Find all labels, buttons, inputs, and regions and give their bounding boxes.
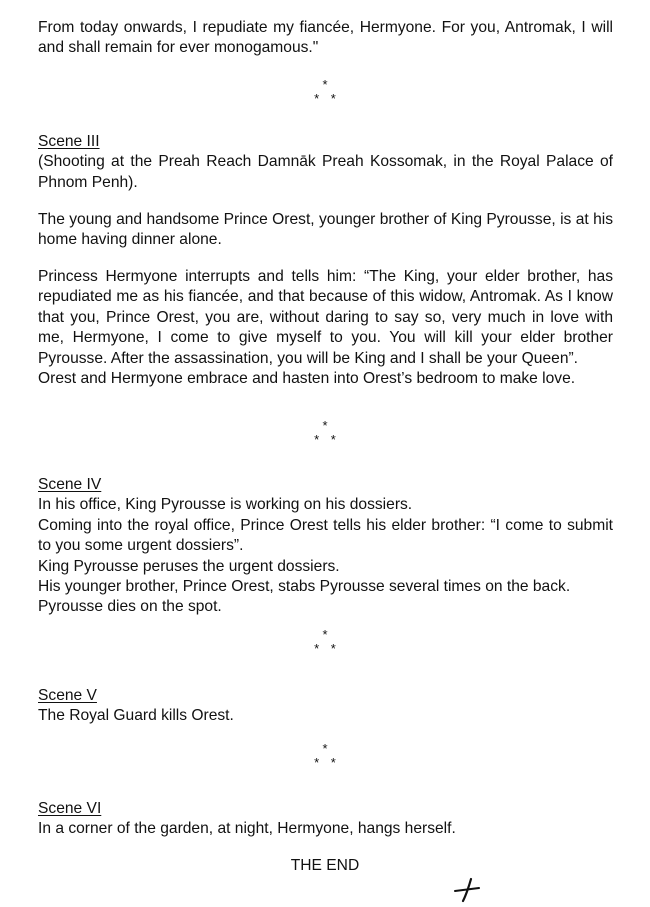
scene-4-line-2: Coming into the royal office, Prince Orest tells his elder brother: “I come to submit to you some urgent dossiers”. xyxy=(38,516,613,555)
scene-3-paragraph-1 xyxy=(38,210,613,251)
scene-4-line-3: King Pyrousse peruses the urgent dossiers. xyxy=(38,557,340,575)
scene-separator-1 xyxy=(0,78,650,106)
separator-star-bottom: * * xyxy=(314,755,340,770)
intro-text: From today onwards, I repudiate my fiancée, Hermyone. For you, Antromak, I will and shall remain for ever monogamous." xyxy=(38,19,613,57)
scene-5 xyxy=(38,686,613,727)
scene-3-setting: (Shooting at the Preah Reach Damnāk Preah Kossomak, in the Royal Palace of Phnom Penh). xyxy=(38,153,613,191)
scene-4-line-1: In his office, King Pyrousse is working on his dossiers. xyxy=(38,496,413,514)
scene-separator-4 xyxy=(0,742,650,770)
scene-4 xyxy=(38,475,613,618)
scene-3-text-3: Orest and Hermyone embrace and hasten into Orest’s bedroom to make love. xyxy=(38,370,576,388)
scene-separator-2 xyxy=(0,419,650,447)
scene-6-heading: Scene VI xyxy=(38,800,102,817)
scene-3-paragraph-2 xyxy=(38,267,613,389)
scene-4-line-5: Pyrousse dies on the spot. xyxy=(38,598,222,616)
scene-6-line: In a corner of the garden, at night, Hermyone, hangs herself. xyxy=(38,820,456,838)
signature-mark-icon xyxy=(452,876,482,904)
separator-star-bottom: * * xyxy=(314,641,340,656)
scene-separator-3 xyxy=(0,628,650,656)
separator-star-top: * xyxy=(322,77,328,92)
scene-3-text-1: The young and handsome Prince Orest, younger brother of King Pyrousse, is at his home having dinner alone. xyxy=(38,211,613,249)
separator-star-top: * xyxy=(322,741,328,756)
scene-3 xyxy=(38,132,613,193)
scene-5-line: The Royal Guard kills Orest. xyxy=(38,707,234,725)
the-end-label: THE END xyxy=(290,857,360,874)
intro-paragraph xyxy=(38,18,613,59)
scene-4-line-4: His younger brother, Prince Orest, stabs Pyrousse several times on the back. xyxy=(38,578,571,596)
separator-star-bottom: * * xyxy=(314,91,340,106)
scene-3-text-2: Princess Hermyone interrupts and tells him: “The King, your elder brother, has repudiated me as his fiancée, and that because of this widow, Antromak. As I know that you, Prince Orest, you are, without daring to say so, very much in love with me, Hermyone, I come to give myself to you. You will kill your elder brother Pyrousse. After the assassination, you will be King and I shall be your Queen”. xyxy=(38,268,613,367)
scene-4-heading: Scene IV xyxy=(38,476,102,493)
separator-star-bottom: * * xyxy=(314,432,340,447)
scene-6 xyxy=(38,799,613,840)
scene-5-heading: Scene V xyxy=(38,687,97,704)
separator-star-top: * xyxy=(322,418,328,433)
scene-3-heading: Scene III xyxy=(38,133,100,150)
separator-star-top: * xyxy=(322,627,328,642)
